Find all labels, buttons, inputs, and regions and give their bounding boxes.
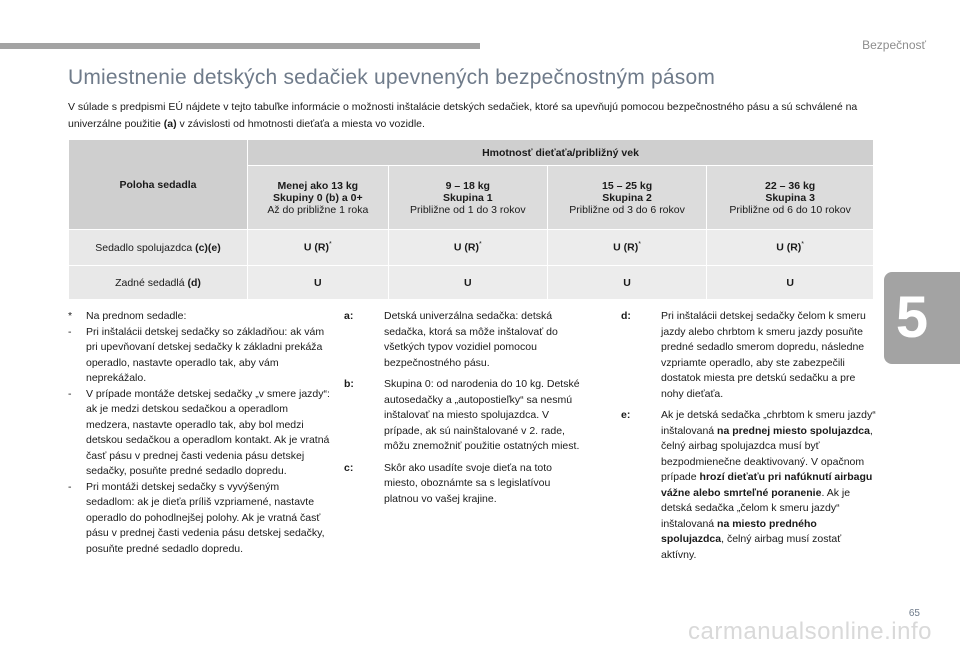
intro-bold: (a) (163, 118, 177, 130)
definition-e: e: Ak je detská sedačka „chrbtom k smeru jazdy“ inštalovaná na prednej miesto spolujazdca, čelný airbag spolujazdca musí byť bezpodmienečne deaktivovaný. V opačnom prípade hrozí dieťaťu pri nafúknutí airbagu vážne alebo smrteľné poranenie. Ak je detská sedačka „čelom k smeru jazdy“ inštalovaná na miesto predného spolujazdca, čelný airbag musí zostať aktívny. (621, 409, 876, 561)
table-cell: U (248, 266, 389, 300)
top-accent-bar (0, 43, 480, 49)
footnote-star (68, 309, 330, 325)
definition-d: d: Pri inštalácii detskej sedačky čelom k smeru jazdy alebo chrbtom k smeru jazdy posuňte predné sedadlo smerom dopredu, následne vzpriamte operadlo, aby ste zabezpečili dostatok miesta pre detskú sedačku a pre nohy dieťaťa. (621, 310, 866, 400)
table-row (69, 266, 874, 300)
watermark: carmanualsonline.info (688, 618, 932, 645)
group-1-header: 9 – 18 kg Skupina 1 Približne od 1 do 3 rokov (388, 166, 547, 230)
list-item: - V prípade montáže detskej sedačky „v smere jazdy“: ak je medzi detskou sedačkou a operadlom medzera, nastavte operadlo tak, aby bol medzi detskou sedačkou a operadlom kontakt. Ak je vratná časť pásu v prednej časti vedenia pásu detskej sedačky, posuňte predné sedadlo dopredu. (68, 387, 330, 477)
group-2-header: 15 – 25 kg Skupina 2 Približne od 3 do 6 rokov (547, 166, 706, 230)
footnote-star-text: Na prednom sedadle: (86, 310, 187, 322)
footnotes-column (68, 309, 330, 557)
list-item: - Pri montáži detskej sedačky s vyvýšeným sedadlom: ak je dieťa príliš vzpriamené, nastavte operadlo do pohodlnejšej polohy. Ak je vratná časť pásu v prednej časti vedenia pásu detskej sedačky, posuňte predné sedadlo dopredu. (68, 480, 325, 555)
definition-b: b: Skupina 0: od narodenia do 10 kg. Detské autosedačky a „autopostieľky“ sa nesmú inštalovať na miesto spolujazdca. V prípade, ak sú nainštalované v 2. rade, môžu znemožniť použitie ostatných miest. (344, 378, 580, 452)
child-seat-table (68, 139, 874, 300)
table-cell: U (R)* (707, 230, 874, 266)
chapter-tab (884, 272, 960, 364)
chapter-number: 5 (895, 285, 929, 350)
row-label-rear: Zadné sedadlá (d) (69, 266, 248, 300)
table-row (69, 230, 874, 266)
footnote-star-mark: * (68, 310, 73, 322)
definitions-right (621, 309, 877, 569)
table-cell: U (R)* (547, 230, 706, 266)
table-cell: U (R)* (248, 230, 389, 266)
group-0-header: Menej ako 13 kg Skupiny 0 (b) a 0+ Až do približne 1 roka (248, 166, 389, 230)
position-header: Poloha sedadla (69, 140, 248, 230)
page-title: Umiestnenie detských sedačiek upevnených bezpečnostným pásom (68, 66, 716, 89)
weight-header: Hmotnosť dieťaťa/približný vek (248, 140, 874, 166)
row-label-passenger: Sedadlo spolujazdca (c)(e) (69, 230, 248, 266)
intro-text-2: v závislosti od hmotnosti dieťaťa a miesta vo vozidle. (176, 118, 425, 130)
table-cell: U (388, 266, 547, 300)
section-label: Bezpečnosť (862, 38, 926, 52)
intro-text-1: V súlade s predpismi EÚ nájdete v tejto tabuľke informácie o možnosti inštalácie detských sedačiek, ktoré sa upevňujú pomocou bezpečnostného pásu a sú schválené na univerzálne použitie (68, 101, 858, 130)
list-item: - Pri inštalácii detskej sedačky so základňou: ak vám pri upevňovaní detskej sedačky k základni prekáža operadlo, nastavte operadlo tak, aby vám neprekážalo. (68, 325, 325, 384)
table-cell: U (707, 266, 874, 300)
definition-a: a: Detská univerzálna sedačka: detská sedačka, ktorá sa môže inštalovať do všetkých typov vozidiel pomocou bezpečnostného pásu. (344, 310, 558, 369)
intro-paragraph (68, 99, 888, 133)
table-cell: U (R)* (388, 230, 547, 266)
page-number: 65 (908, 608, 920, 619)
group-3-header: 22 – 36 kg Skupina 3 Približne od 6 do 10 rokov (707, 166, 874, 230)
definitions-middle (344, 309, 584, 513)
definition-c: c: Skôr ako usadíte svoje dieťa na toto miesto, oboznámte sa s legislatívou platnou vo vašej krajine. (344, 461, 552, 505)
table-cell: U (547, 266, 706, 300)
